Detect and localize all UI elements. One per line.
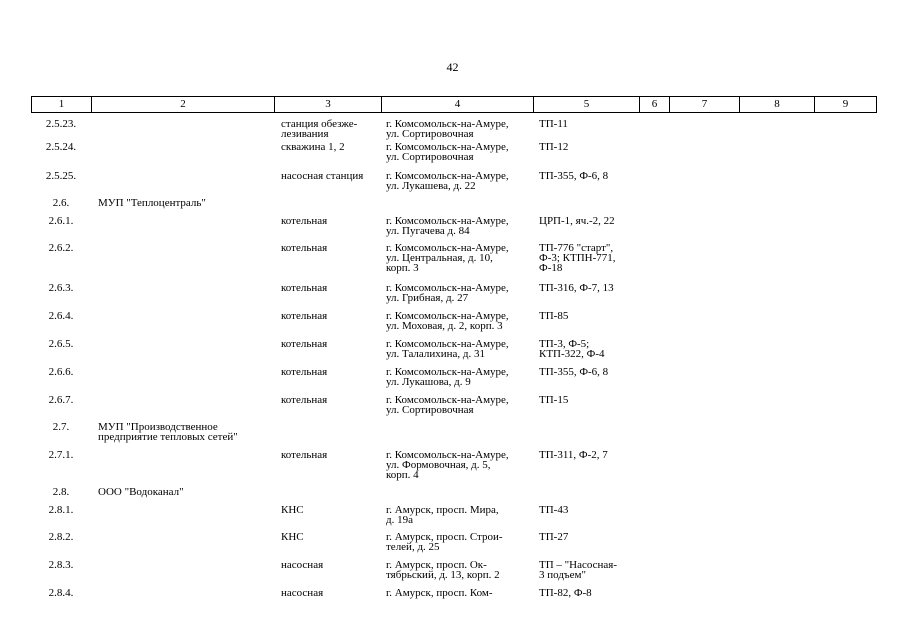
substation: ТП-311, Ф-2, 7 (539, 449, 608, 461)
address: г. Комсомольск-на-Амуре, ул. Пугачева д. 84 (386, 215, 509, 237)
object-name: котельная (281, 215, 328, 227)
address: г. Амурск, просп. Ком- (386, 587, 493, 599)
row-number: 2.5.24. (45, 141, 77, 153)
row-number: 2.6.5. (48, 338, 74, 350)
substation: ТП-27 (539, 531, 569, 543)
address: г. Амурск, просп. Мира, д. 19а (386, 504, 499, 526)
header-col-7: 7 (670, 97, 740, 113)
row-number: 2.8. (52, 486, 70, 498)
substation: ТП-355, Ф-6, 8 (539, 366, 609, 378)
organization-name: МУП "Производственное предприятие тепловых сетей" (98, 421, 238, 443)
table-row (31, 198, 876, 216)
object-name: котельная (281, 366, 328, 378)
table-row (31, 487, 876, 505)
table-row (31, 505, 876, 532)
row-number: 2.6.1. (48, 215, 74, 227)
address: г. Амурск, просп. Строи- телей, д. 25 (386, 531, 503, 553)
row-number: 2.7.1. (48, 449, 74, 461)
object-name: станция обезже- лезивания (281, 118, 358, 140)
substation: ТП-316, Ф-7, 13 (539, 282, 614, 294)
table-row (31, 216, 876, 243)
header-col-6: 6 (640, 97, 670, 113)
row-number: 2.6.7. (48, 394, 74, 406)
substation: ТП-11 (539, 118, 568, 130)
header-col-5: 5 (534, 97, 640, 113)
address: г. Амурск, просп. Ок- тябрьский, д. 13, корп. 2 (386, 559, 500, 581)
object-name: котельная (281, 310, 328, 322)
organization-name: МУП "Теплоцентраль" (98, 197, 206, 209)
address: г. Комсомольск-на-Амуре, ул. Талалихина, д. 31 (386, 338, 509, 360)
row-number: 2.7. (52, 421, 70, 433)
object-name: котельная (281, 338, 328, 350)
table-body (31, 119, 876, 604)
row-number: 2.6.4. (48, 310, 74, 322)
substation: ТП-776 "старт", Ф-3; КТПН-771, Ф-18 (539, 242, 616, 274)
substation: ТП-3, Ф-5; КТП-322, Ф-4 (539, 338, 605, 360)
row-number: 2.6.2. (48, 242, 74, 254)
substation: ТП-43 (539, 504, 569, 516)
address: г. Комсомольск-на-Амуре, ул. Сортировочная (386, 394, 509, 416)
substation: ТП-82, Ф-8 (539, 587, 592, 599)
substation: ТП-355, Ф-6, 8 (539, 170, 609, 182)
table-row (31, 560, 876, 588)
table-row (31, 171, 876, 198)
row-number: 2.6.6. (48, 366, 74, 378)
header-col-4: 4 (382, 97, 534, 113)
substation: ЦРП-1, яч.-2, 22 (539, 215, 615, 227)
page-number: 42 (446, 60, 459, 74)
table-row (31, 532, 876, 560)
header-col-8: 8 (740, 97, 815, 113)
row-number: 2.5.25. (45, 170, 77, 182)
table-row (31, 367, 876, 395)
table-row (31, 588, 876, 604)
table-row (31, 450, 876, 487)
object-name: насосная (281, 587, 324, 599)
object-name: котельная (281, 394, 328, 406)
header-col-9: 9 (815, 97, 877, 113)
substation: ТП-15 (539, 394, 569, 406)
substation: ТП-85 (539, 310, 569, 322)
address: г. Комсомольск-на-Амуре, ул. Сортировочная (386, 118, 509, 140)
header-col-2: 2 (92, 97, 275, 113)
row-number: 2.8.2. (48, 531, 74, 543)
table-row (31, 283, 876, 311)
table-row (31, 339, 876, 367)
object-name: КНС (281, 531, 304, 543)
substation: ТП – "Насосная- 3 подъем" (539, 559, 618, 581)
object-name: насосная станция (281, 170, 364, 182)
table-row (31, 311, 876, 339)
table-row (31, 119, 876, 142)
header-col-3: 3 (275, 97, 382, 113)
substation: ТП-12 (539, 141, 569, 153)
address: г. Комсомольск-на-Амуре, ул. Лукашова, д. 9 (386, 366, 509, 388)
address: г. Комсомольск-на-Амуре, ул. Формовочная, д. 5, корп. 4 (386, 449, 509, 481)
address: г. Комсомольск-на-Амуре, ул. Лукашева, д. 22 (386, 170, 509, 192)
address: г. Комсомольск-на-Амуре, ул. Грибная, д. 27 (386, 282, 509, 304)
row-number: 2.6. (52, 197, 70, 209)
organization-name: ООО "Водоканал" (98, 486, 184, 498)
address: г. Комсомольск-на-Амуре, ул. Моховая, д. 2, корп. 3 (386, 310, 509, 332)
object-name: котельная (281, 282, 328, 294)
row-number: 2.6.3. (48, 282, 74, 294)
header-col-1: 1 (32, 97, 92, 113)
row-number: 2.8.3. (48, 559, 74, 571)
object-name: КНС (281, 504, 304, 516)
address: г. Комсомольск-на-Амуре, ул. Сортировочная (386, 141, 509, 163)
table-row (31, 243, 876, 283)
table-row (31, 395, 876, 422)
row-number: 2.8.4. (48, 587, 74, 599)
object-name: котельная (281, 449, 328, 461)
object-name: насосная (281, 559, 324, 571)
table-row (31, 142, 876, 171)
table-header (31, 96, 877, 113)
object-name: скважина 1, 2 (281, 141, 345, 153)
table-row (31, 422, 876, 450)
object-name: котельная (281, 242, 328, 254)
row-number: 2.5.23. (45, 118, 77, 130)
address: г. Комсомольск-на-Амуре, ул. Центральная, д. 10, корп. 3 (386, 242, 509, 274)
row-number: 2.8.1. (48, 504, 74, 516)
